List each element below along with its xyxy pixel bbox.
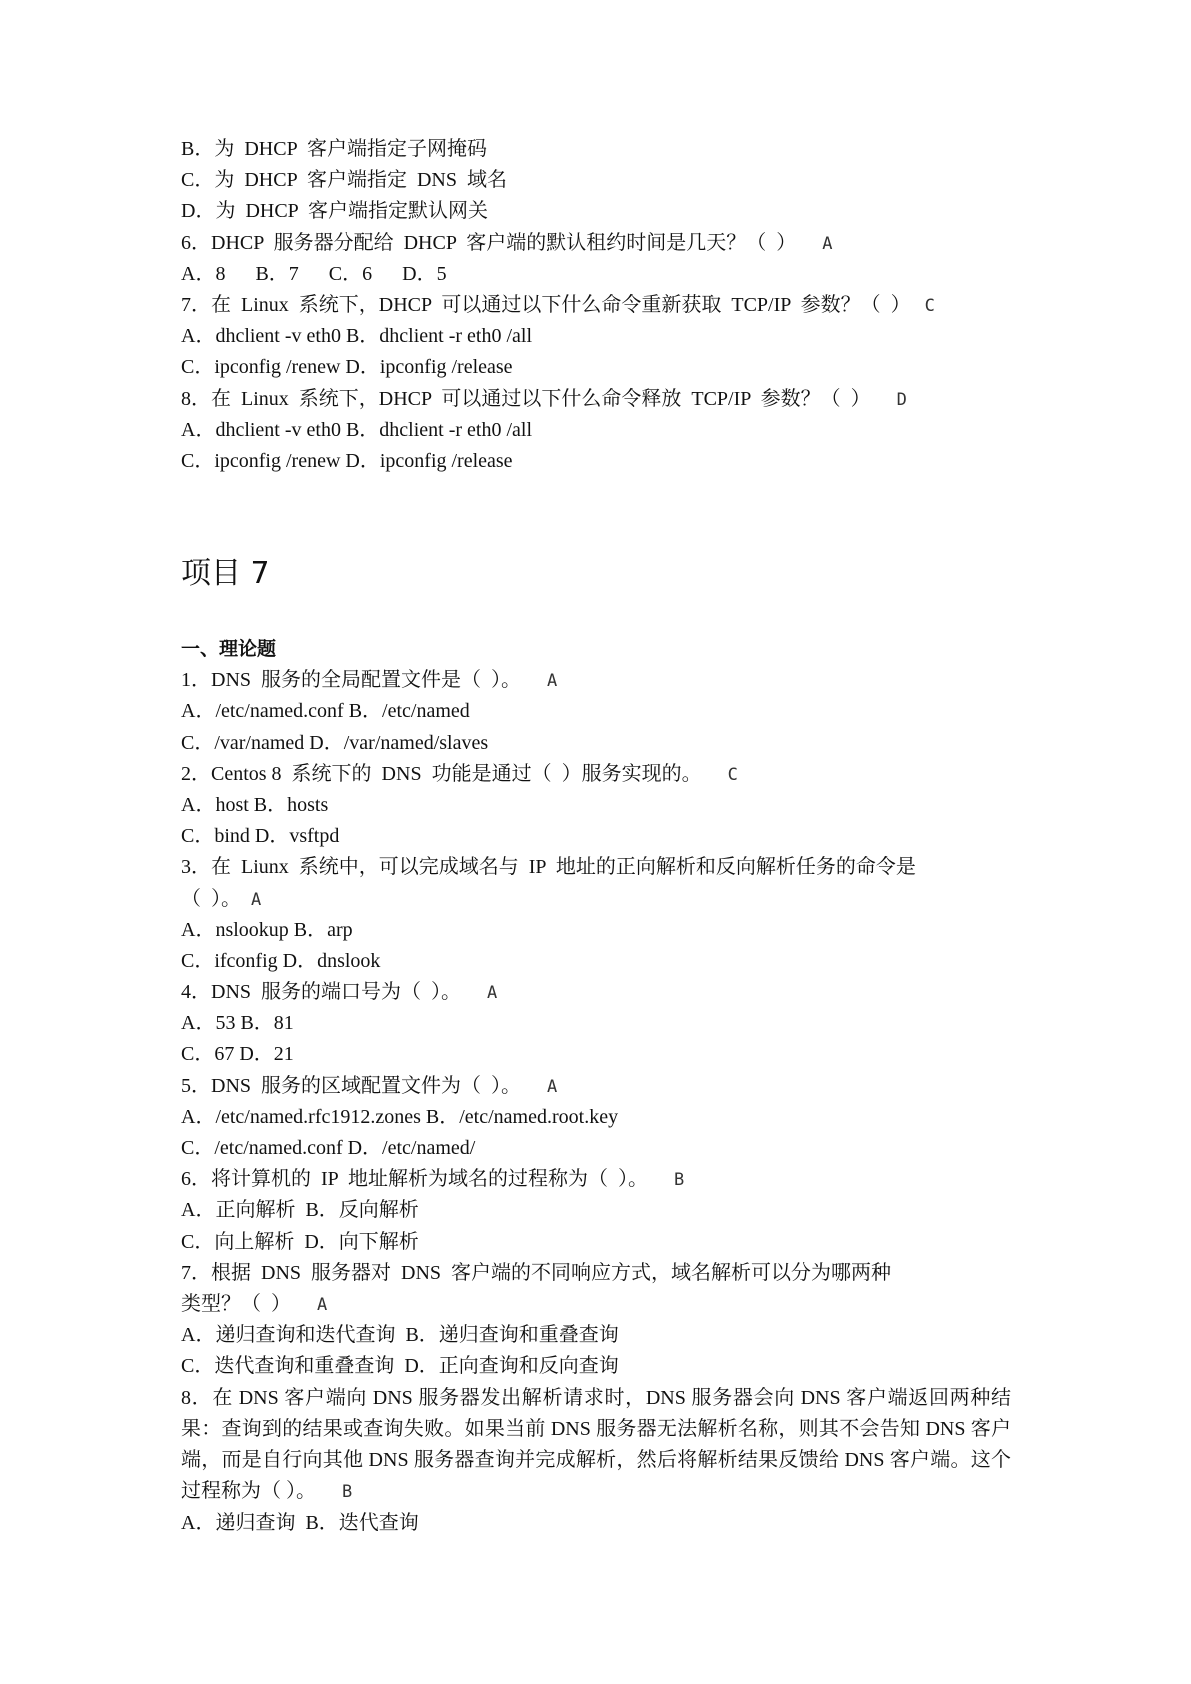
option-line: C．迭代查询和重叠查询 D．正向查询和反向查询 [181, 1355, 619, 1378]
question-line: 2．Centos 8 系统下的 DNS 功能是通过（ ）服务实现的。 C [181, 762, 738, 785]
option-line: A．递归查询 B．迭代查询 [181, 1512, 419, 1535]
answer-key: A [487, 983, 498, 1004]
answer-key: A [822, 233, 833, 254]
option-line: A．dhclient -v eth0 B．dhclient -r eth0 /all [181, 325, 533, 348]
section-title: 一、理论题 [181, 638, 277, 660]
option-line: C．/etc/named.conf D．/etc/named/ [181, 1137, 476, 1159]
question-paragraph: 8．在 DNS 客户端向 DNS 服务器发出解析请求时，DNS 服务器会向 DNS 客户端返回两种结果：查询到的结果或查询失败。如果当前 DNS 服务器无法解析名称，则其不会告知 DNS 客户端，而是自行向其他 DNS 服务器查询并完成解析，然后将解析结果反馈给 DNS 客户端。这个过程称为（ ）。 B [181, 1386, 1011, 1503]
question-line: 6．将计算机的 IP 地址解析为域名的过程称为（ ）。 B [181, 1168, 685, 1191]
question-line: 4．DNS 服务的端口号为（ ）。 A [181, 981, 498, 1004]
option-line: B．为 DHCP 客户端指定子网掩码 [181, 138, 487, 160]
option-line: A．dhclient -v eth0 B．dhclient -r eth0 /all [181, 418, 533, 441]
option-line: C．ifconfig D．dnslook [181, 949, 381, 972]
answer-key: C [924, 295, 935, 316]
answer-key: B [674, 1170, 685, 1191]
question-line: 1．DNS 服务的全局配置文件是（ ）。 A [181, 669, 558, 692]
answer-key: A [547, 671, 558, 692]
option-line: A．正向解析 B．反向解析 [181, 1199, 419, 1222]
project-heading: 项目 7 [181, 556, 270, 591]
option-line: C．67 D．21 [181, 1043, 294, 1066]
option-line: C．为 DHCP 客户端指定 DNS 域名 [181, 169, 507, 192]
option-line: D．为 DHCP 客户端指定默认网关 [181, 200, 489, 223]
question-line: 3．在 Liunx 系统中，可以完成域名与 IP 地址的正向解析和反向解析任务的命令是 [181, 856, 916, 879]
option-line: A．8 B．7 C．6 D．5 [181, 262, 447, 285]
option-line: C．ipconfig /renew D．ipconfig /release [181, 356, 513, 379]
option-line: C．ipconfig /renew D．ipconfig /release [181, 449, 513, 472]
option-line: A．递归查询和迭代查询 B．递归查询和重叠查询 [181, 1324, 619, 1347]
option-line: A．/etc/named.conf B．/etc/named [181, 700, 470, 723]
option-line: A．/etc/named.rfc1912.zones B．/etc/named.root.key [181, 1105, 619, 1128]
question-line: 类型？（ ） A [181, 1292, 328, 1315]
answer-key: C [727, 764, 738, 785]
answer-key: B [342, 1482, 353, 1503]
theory-questions-block [181, 634, 1011, 1540]
answer-key: A [251, 889, 262, 910]
question-line: 7．根据 DNS 服务器对 DNS 客户端的不同响应方式，域名解析可以分为哪两种 [181, 1261, 892, 1284]
answer-key: A [547, 1076, 558, 1097]
option-line: C．bind D．vsftpd [181, 825, 340, 848]
option-line: A．host B．hosts [181, 793, 329, 816]
question-line: 6．DHCP 服务器分配给 DHCP 客户端的默认租约时间是几天？（ ） A [181, 231, 833, 254]
answer-key: A [317, 1294, 328, 1315]
question-line: 8．在 Linux 系统下，DHCP 可以通过以下什么命令释放 TCP/IP 参数？（ ） D [181, 387, 907, 410]
answer-key: D [896, 389, 907, 410]
previous-questions-block [181, 134, 1011, 477]
option-line: A．nslookup B．arp [181, 918, 353, 941]
question-line: 5．DNS 服务的区域配置文件为（ ）。 A [181, 1074, 558, 1097]
option-line: A．53 B．81 [181, 1012, 294, 1035]
option-line: C．/var/named D．/var/named/slaves [181, 731, 489, 754]
question-line: 7．在 Linux 系统下，DHCP 可以通过以下什么命令重新获取 TCP/IP 参数？（ ） C [181, 293, 935, 316]
question-line: （ ）。 A [181, 887, 262, 910]
option-line: C．向上解析 D．向下解析 [181, 1230, 419, 1253]
